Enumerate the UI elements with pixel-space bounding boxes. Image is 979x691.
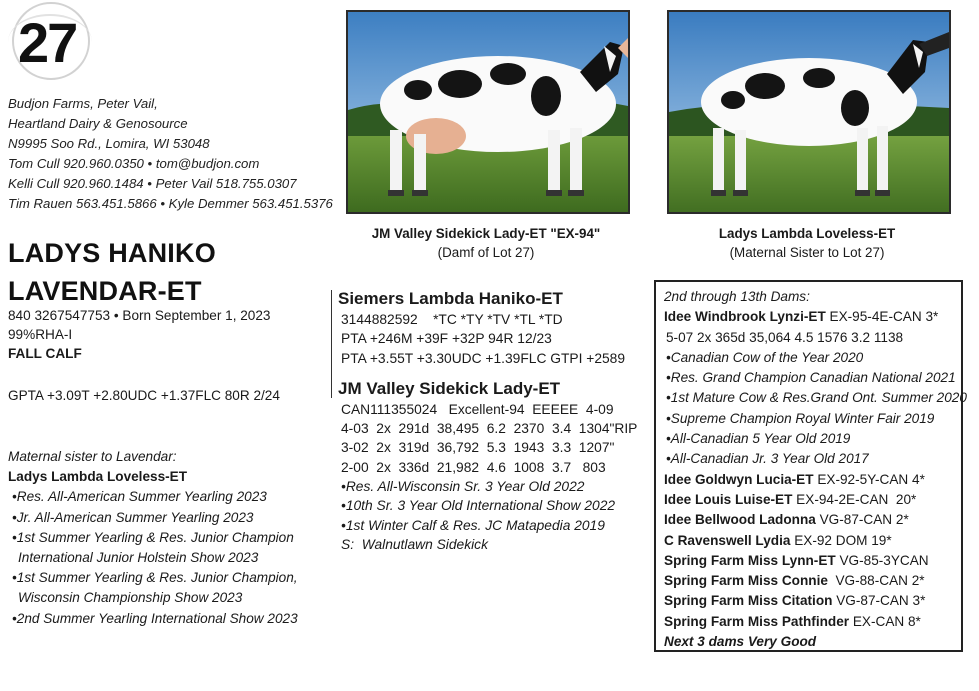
dam-name: JM Valley Sidekick Lady-ET (338, 378, 561, 398)
maternal-sister-honor: •Res. All-American Summer Yearling 2023 (12, 489, 267, 505)
dam-entry-class: EX-CAN 8* (849, 613, 921, 629)
dam-entry-honor: •Supreme Champion Royal Winter Fair 2019 (666, 410, 935, 426)
dam-photo-subtitle: (Damf of Lot 27) (437, 245, 535, 260)
maternal-sister-honor: •2nd Summer Yearling International Show 2023 (12, 610, 298, 626)
dam-entry (664, 470, 961, 490)
maternal-sister-photo-title: Ladys Lambda Loveless-ET (718, 226, 896, 241)
dam-entry-class: EX-92-5Y-CAN 4* (813, 471, 925, 487)
lot-number: 27 (18, 11, 77, 74)
consignor-info (8, 94, 333, 214)
maternal-sister-honor: •1st Summer Yearling & Res. Junior Champion International Junior Holstein Show 2023 (12, 529, 294, 566)
dam-entry (664, 571, 961, 591)
dam-entry-honor: •1st Mature Cow & Res.Grand Ont. Summer 2020 (666, 390, 967, 406)
dam-entry-class: VG-87-CAN 3* (832, 593, 926, 609)
dam-entry-name: Idee Louis Luise-ET (664, 491, 793, 507)
dam-entry-honor: •All-Canadian Jr. 3 Year Old 2017 (666, 451, 869, 467)
dam-entry-name: Spring Farm Miss Lynn-ET (664, 552, 836, 568)
dam-entry (664, 307, 961, 327)
dam-entry-class: VG-88-CAN 2* (827, 573, 925, 589)
dam-sire: S: Walnutlawn Sidekick (341, 536, 488, 552)
dam-entry-name: Spring Farm Miss Pathfinder (664, 613, 850, 629)
maternal-sister-photo-subtitle: (Maternal Sister to Lot 27) (729, 245, 885, 260)
maternal-sister-photo (667, 10, 951, 214)
consignor-line: Budjon Farms, Peter Vail, (8, 96, 158, 111)
animal-name-line2: LAVENDAR-ET (8, 276, 202, 306)
dam-classification: CAN111355024 Excellent-94 EEEEE 4-09 (341, 401, 614, 417)
animal-rha: 99%RHA-I (8, 327, 73, 342)
dam-entry-name: Idee Windbrook Lynzi-ET (664, 309, 826, 325)
dam-entry (664, 551, 961, 571)
dam-photo-caption (336, 224, 636, 262)
sire-pta-line: PTA +3.55T +3.30UDC +1.39FLC GTPI +2589 (341, 350, 626, 366)
dam-entry-class: VG-85-3YCAN (835, 552, 929, 568)
dam-entry-name: Idee Bellwood Ladonna (664, 512, 816, 528)
cow-photo-illustration (669, 12, 949, 212)
dams-heading: 2nd through 13th Dams: (664, 289, 810, 304)
dam-entry-class: EX-92 DOM 19* (790, 532, 892, 548)
dam-entry (664, 490, 961, 510)
dam-entry (664, 612, 961, 632)
dam-record: 3-02 2x 319d 36,792 5.3 1943 3.3 1207" (341, 440, 615, 456)
dam-entry-class: VG-87-CAN 2* (815, 512, 909, 528)
maternal-sister-intro: Maternal sister to Lavendar: (8, 449, 177, 464)
dam-entry (664, 510, 961, 530)
dam-record: 4-03 2x 291d 38,495 6.2 2370 3.4 1304"RIP (341, 421, 638, 437)
dam-honor: •Res. All-Wisconsin Sr. 3 Year Old 2022 (341, 479, 585, 495)
pedigree-divider (331, 290, 332, 398)
consignor-contact: Kelli Cull 920.960.1484 • Peter Vail 518.755.0307 (8, 176, 297, 191)
animal-name-line1: LADYS HANIKO (8, 238, 216, 268)
dam-entry-honor: •Res. Grand Champion Canadian National 2021 (666, 370, 956, 386)
dam-entry-name: Spring Farm Miss Citation (664, 593, 833, 609)
animal-gpta: GPTA +3.09T +2.80UDC +1.37FLC 80R 2/24 (8, 388, 280, 403)
dam-record: 2-00 2x 336d 21,982 4.6 1008 3.7 803 (341, 459, 606, 475)
maternal-sister-section (8, 447, 318, 629)
animal-info (8, 306, 271, 363)
sire-id-line: 3144882592 *TC *TY *TV *TL *TD (341, 312, 563, 327)
dam-entry-name: Idee Goldwyn Lucia-ET (664, 471, 814, 487)
dam-entry-class: EX-94-2E-CAN 20* (792, 491, 917, 507)
maternal-sister-photo-caption (657, 224, 957, 262)
dam-entry-honor: •Canadian Cow of the Year 2020 (666, 349, 864, 365)
animal-class: FALL CALF (8, 346, 82, 361)
maternal-sister-honor: •Jr. All-American Summer Yearling 2023 (12, 509, 254, 525)
dam-photo (346, 10, 630, 214)
maternal-sister-honor: •1st Summer Yearling & Res. Junior Champion, Wisconsin Championship Show 2023 (12, 570, 298, 606)
sire-name: Siemers Lambda Haniko-ET (338, 289, 563, 308)
consignor-line: Heartland Dairy & Genosource (8, 116, 188, 131)
dams-footer: Next 3 dams Very Good (664, 634, 817, 650)
consignor-contact: Tom Cull 920.960.0350 • tom@budjon.com (8, 156, 260, 171)
dam-entry-class: EX-95-4E-CAN 3* (825, 309, 939, 325)
consignor-address: N9995 Soo Rd., Lomira, WI 53048 (8, 136, 210, 151)
dam-honor: •10th Sr. 3 Year Old International Show 2022 (341, 498, 616, 514)
animal-name (8, 234, 216, 310)
maternal-sister-name: Ladys Lambda Loveless-ET (8, 469, 188, 485)
dam-entry (664, 591, 961, 611)
dam-entry-name: C Ravenswell Lydia (664, 532, 791, 548)
dam-entry-record: 5-07 2x 365d 35,064 4.5 1576 3.2 1138 (666, 329, 904, 345)
dam-honor: •1st Winter Calf & Res. JC Matapedia 2019 (341, 517, 605, 533)
dam-entry-name: Spring Farm Miss Connie (664, 573, 828, 589)
consignor-contact: Tim Rauen 563.451.5866 • Kyle Demmer 563.451.5376 (8, 196, 333, 211)
pedigree-section (338, 288, 637, 554)
dam-entry-honor: •All-Canadian 5 Year Old 2019 (666, 431, 851, 447)
dam-entry (664, 531, 961, 551)
dams-box (654, 280, 967, 652)
cow-photo-illustration (348, 12, 628, 212)
sire-pta-line: PTA +246M +39F +32P 94R 12/23 (341, 331, 552, 347)
animal-id-birthdate: 840 3267547753 • Born September 1, 2023 (8, 308, 271, 323)
dam-photo-title: JM Valley Sidekick Lady-ET "EX-94" (371, 226, 601, 241)
